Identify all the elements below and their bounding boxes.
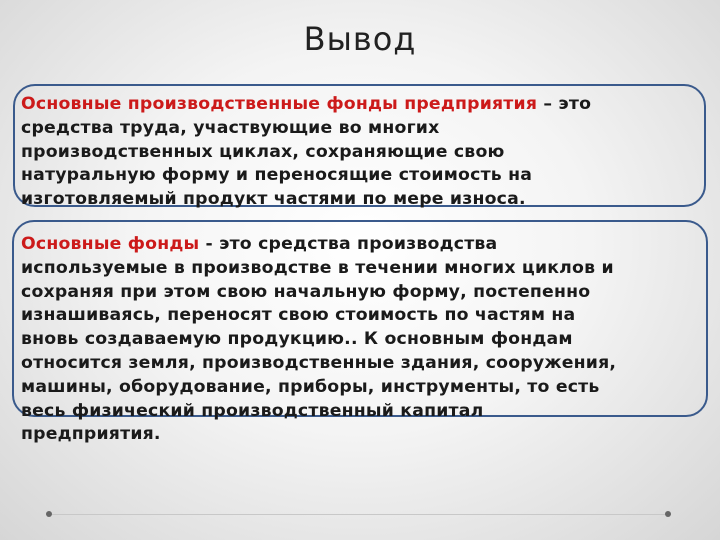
definition-2-line: вновь создаваемую продукцию.. К основным фондам xyxy=(21,329,573,350)
definition-1-line-1 xyxy=(21,93,591,117)
footer-dot-right xyxy=(665,511,671,517)
definition-1-line: средства труда, участвующие во многих xyxy=(21,117,440,138)
definition-2-line: предприятия. xyxy=(21,424,161,445)
definition-2-line: относится земля, производственные здания, сооружения, xyxy=(21,352,617,373)
footer-dot-left xyxy=(46,511,52,517)
definition-2-line: изнашиваясь, переносят свою стоимость по частям на xyxy=(21,305,576,326)
definition-2-line: машины, оборудование, приборы, инструменты, то есть xyxy=(21,376,600,397)
definition-2-line: весь физический производственный капитал xyxy=(21,400,484,421)
definition-2-line: сохраняя при этом свою начальную форму, постепенно xyxy=(21,281,591,302)
definition-2-line: используемые в производстве в течении многих циклов и xyxy=(21,257,614,278)
definition-1-line: натуральную форму и переносящие стоимость на xyxy=(21,165,533,186)
definition-2-line-1-rest: - это средства производства xyxy=(199,234,498,254)
definition-1-line: изготовляемый продукт частями по мере износа. xyxy=(21,189,526,210)
definition-text-2 xyxy=(21,233,616,447)
definition-1-line: производственных циклах, сохраняющие свою xyxy=(21,141,505,162)
footer-divider xyxy=(52,514,668,515)
slide-title: Вывод xyxy=(303,20,417,58)
definition-1-line-1-rest: – это xyxy=(537,94,592,114)
definition-text-1 xyxy=(21,93,591,212)
definition-1-term: Основные производственные фонды предприятия xyxy=(21,94,538,114)
definition-2-line-1 xyxy=(21,233,616,257)
definition-2-term: Основные фонды xyxy=(21,234,200,254)
